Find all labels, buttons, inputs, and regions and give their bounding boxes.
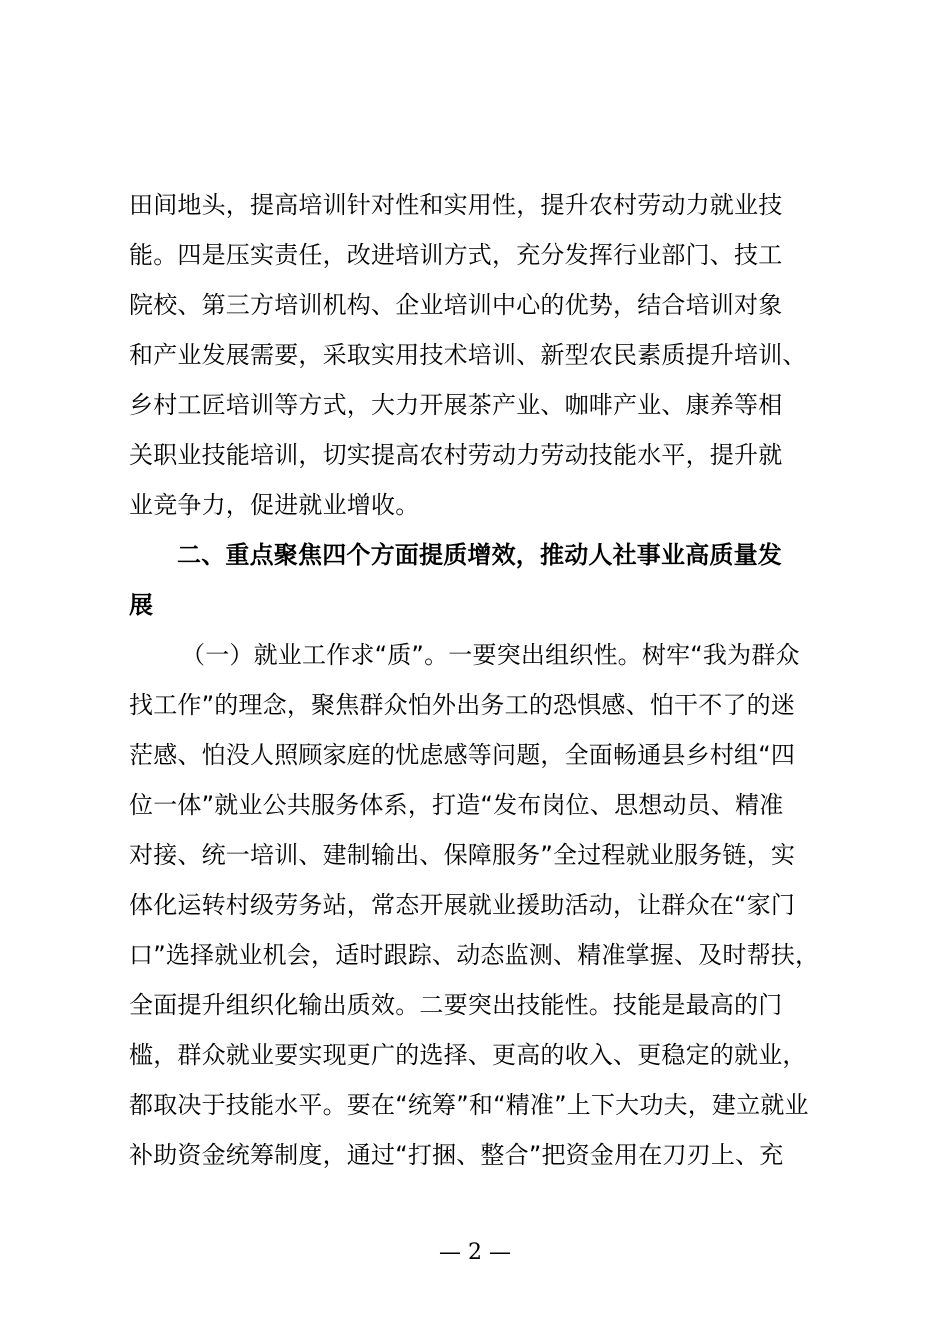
page-number: — 2 —: [439, 1240, 511, 1265]
text-line: 田间地头，提高培训针对性和实用性，提升农村劳动力就业技: [129, 191, 783, 219]
text-line: 能。四是压实责任，改进培训方式，充分发挥行业部门、技工: [129, 241, 783, 269]
text-line: 对接、统一培训、建制输出、保障服务”全过程就业服务链，实: [129, 841, 796, 869]
text-line: 补助资金统筹制度，通过“打捆、整合”把资金用在刀刃上、充: [129, 1141, 784, 1169]
text-line: 全面提升组织化输出质效。二要突出技能性。技能是最高的门: [129, 991, 783, 1019]
text-line: 位一体”就业公共服务体系，打造“发布岗位、思想动员、精准: [129, 791, 784, 819]
text-line: 口”选择就业机会，适时跟踪、动态监测、精准掌握、及时帮扶，: [129, 941, 820, 969]
text-line: 关职业技能培训，切实提高农村劳动力劳动技能水平，提升就: [129, 441, 783, 469]
text-line: 槛，群众就业要实现更广的选择、更高的收入、更稳定的就业，: [129, 1041, 807, 1069]
text-line: 找工作”的理念，聚焦群众怕外出务工的恐惧感、怕干不了的迷: [129, 691, 796, 719]
section-heading-cont: 展: [129, 591, 154, 619]
text-line: 乡村工匠培训等方式，大力开展茶产业、咖啡产业、康养等相: [129, 391, 783, 419]
text-line: 都取决于技能水平。要在“统筹”和“精准”上下大功夫，建立就业: [129, 1091, 809, 1119]
text-line: 体化运转村级劳务站，常态开展就业援助活动，让群众在“家门: [129, 891, 796, 919]
text-line: 茫感、怕没人照顾家庭的忧虑感等问题，全面畅通县乡村组“四: [129, 741, 796, 769]
text-line: （一）就业工作求“质”。一要突出组织性。树牢“我为群众: [181, 641, 800, 669]
section-heading: 二、重点聚焦四个方面提质增效，推动人社事业高质量发: [177, 541, 782, 569]
body-text: [129, 180, 829, 1180]
text-line: 院校、第三方培训机构、企业培训中心的优势，结合培训对象: [129, 291, 783, 319]
text-line: 和产业发展需要，采取实用技术培训、新型农民素质提升培训、: [129, 341, 807, 369]
text-line: 业竞争力，促进就业增收。: [129, 491, 420, 519]
